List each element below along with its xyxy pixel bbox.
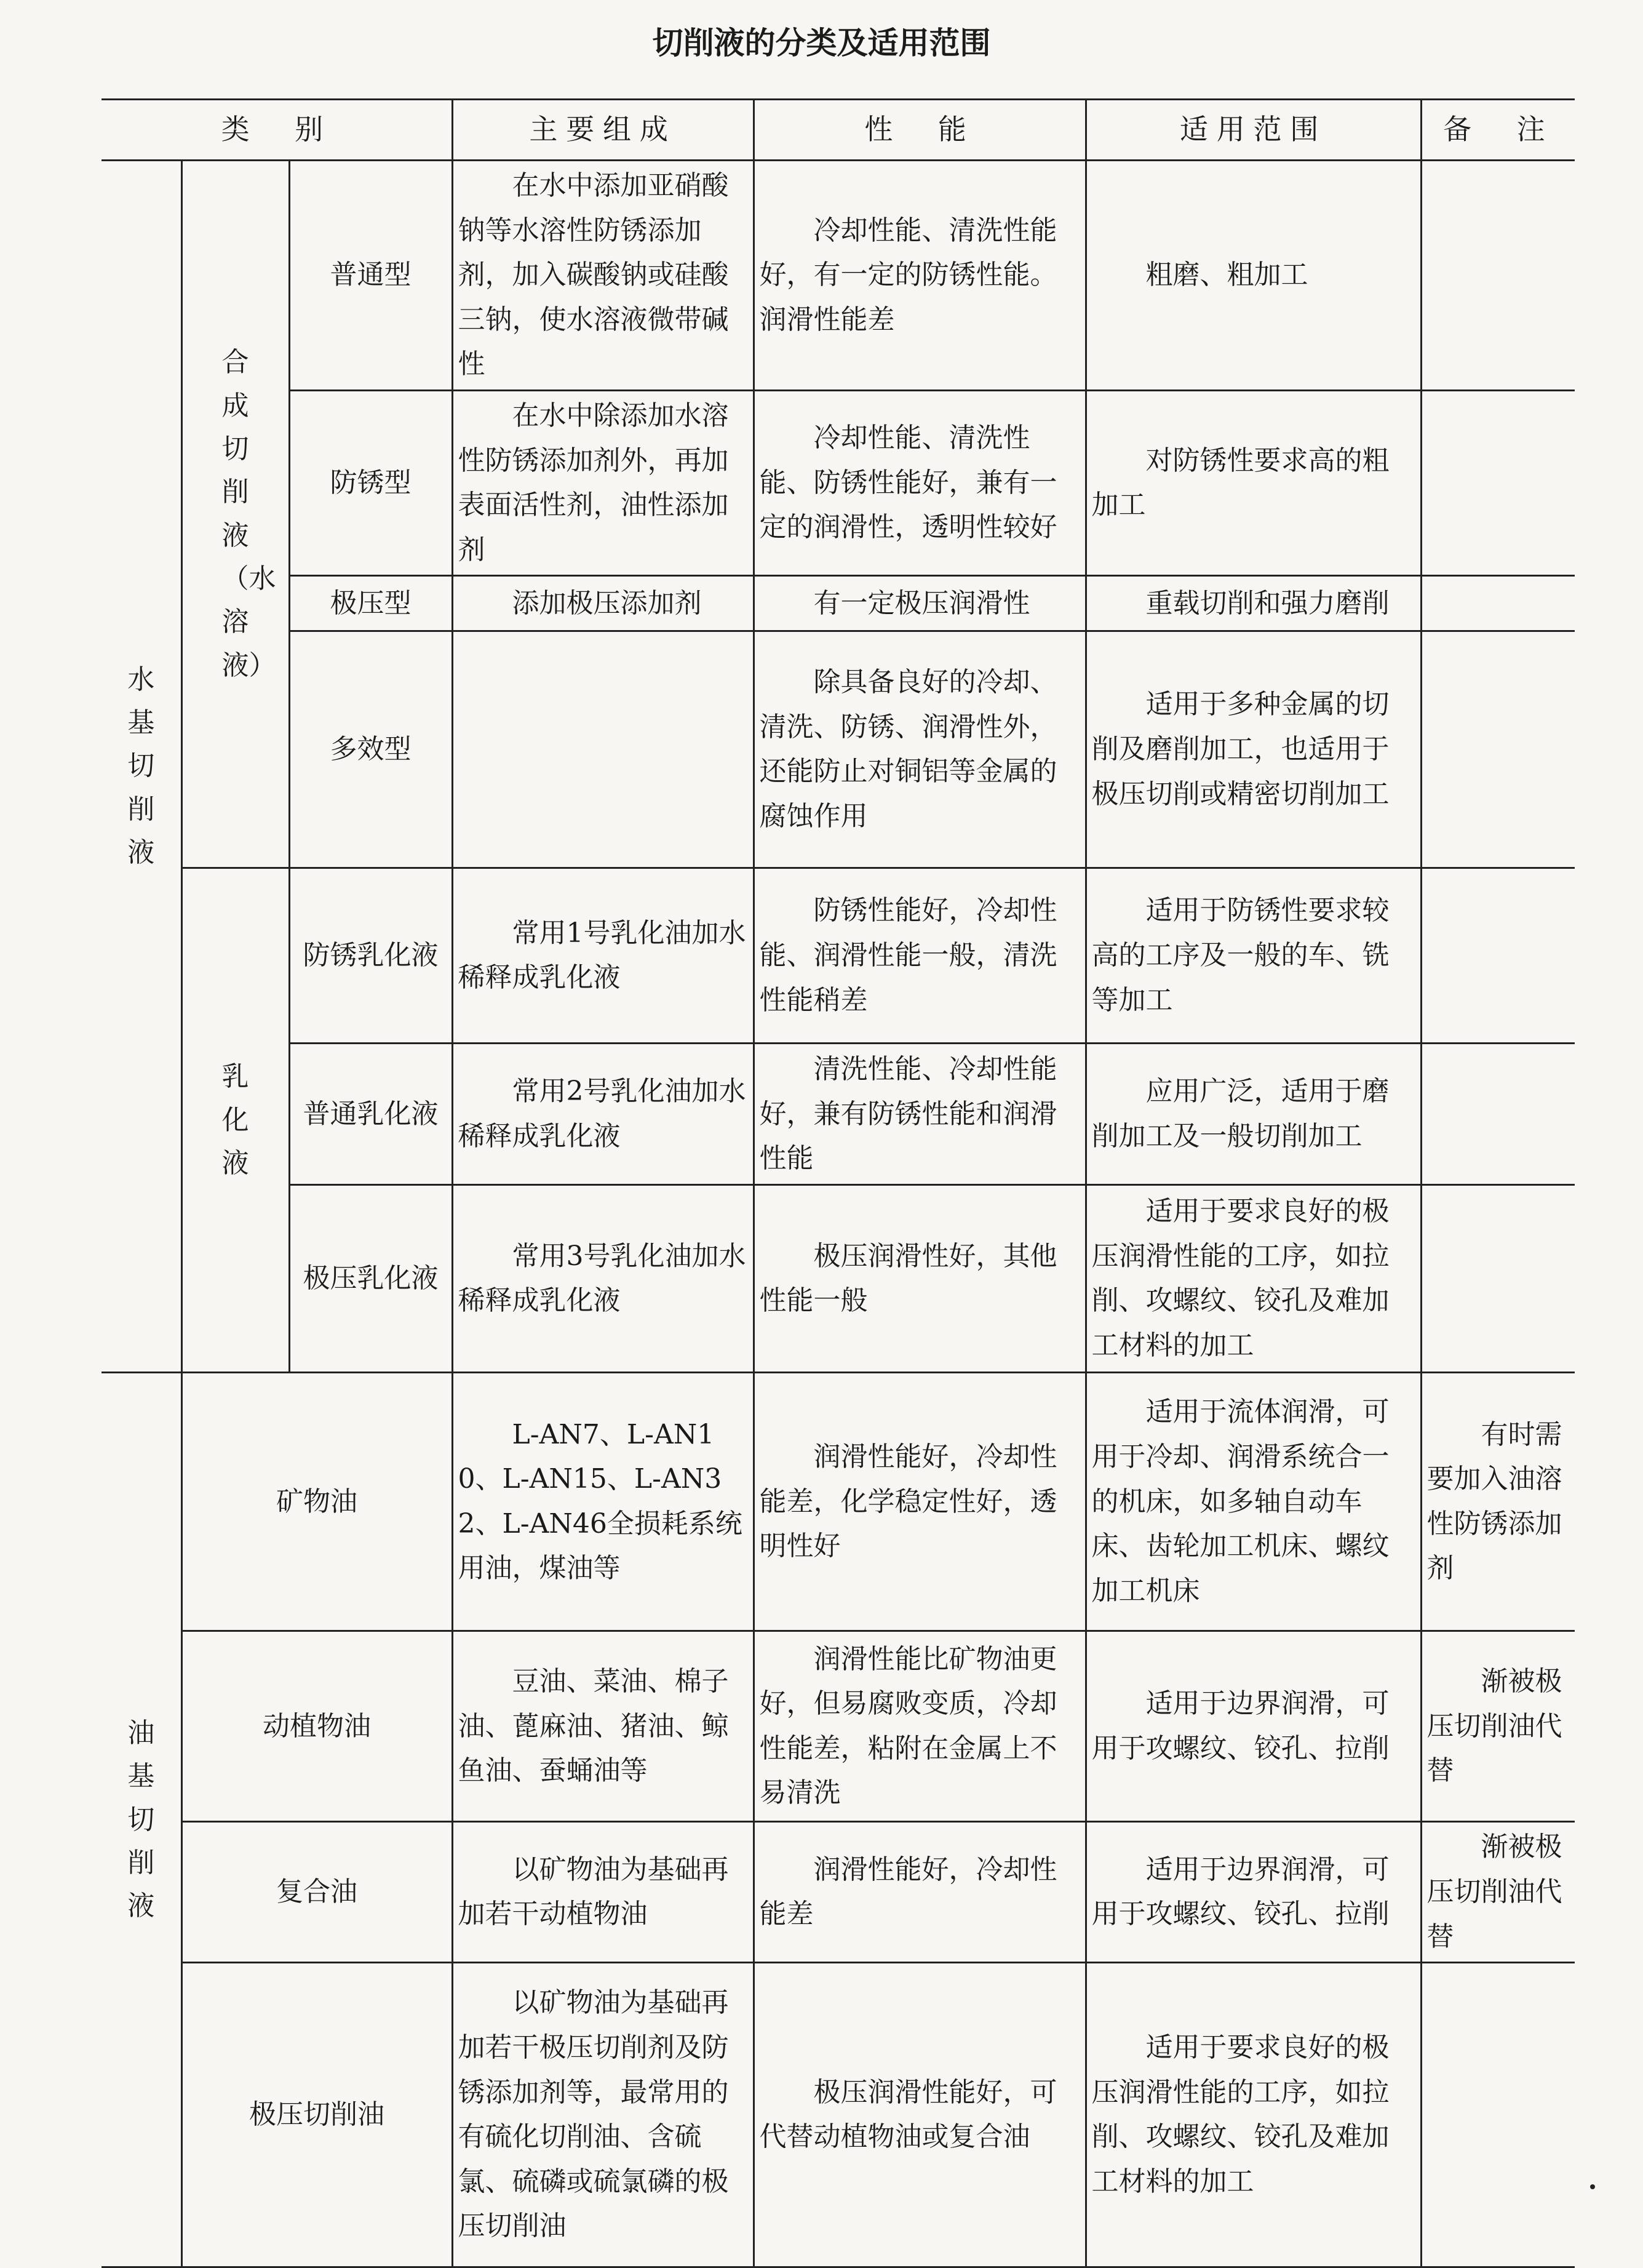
performance-cell: 极压润滑性好，其他性能一般 — [754, 1185, 1086, 1373]
remarks-cell: 有时需要加入油溶性防锈添加剂 — [1421, 1373, 1575, 1631]
remarks-cell — [1421, 868, 1575, 1044]
performance-cell: 冷却性能、清洗性能、防锈性能好，兼有一定的润滑性，透明性较好 — [754, 390, 1086, 575]
type-cell: 动植物油 — [181, 1631, 452, 1822]
table-row — [101, 1822, 1575, 1963]
remarks-cell — [1421, 1185, 1575, 1373]
type-cell: 防锈型 — [289, 390, 452, 575]
composition-cell: 常用3号乳化油加水稀释成乳化液 — [452, 1185, 754, 1373]
type-cell: 极压型 — [289, 576, 452, 631]
table-row — [101, 1373, 1575, 1631]
table-row — [101, 161, 1575, 391]
performance-cell: 冷却性能、清洗性能好，有一定的防锈性能。润滑性能差 — [754, 161, 1086, 391]
remarks-cell — [1421, 161, 1575, 391]
application-cell: 重载切削和强力磨削 — [1086, 576, 1421, 631]
remarks-cell — [1421, 631, 1575, 868]
header-application: 适用范围 — [1086, 100, 1421, 161]
application-cell: 适用于边界润滑，可用于攻螺纹、铰孔、拉削 — [1086, 1822, 1421, 1963]
table-row — [101, 576, 1575, 631]
performance-cell: 润滑性能比矿物油更好，但易腐败变质，冷却性能差，粘附在金属上不易清洗 — [754, 1631, 1086, 1822]
synthetic-label: 合成切削液（水溶液） — [181, 161, 289, 868]
table-row — [101, 1963, 1575, 2267]
application-cell: 对防锈性要求高的粗加工 — [1086, 390, 1421, 575]
type-cell: 矿物油 — [181, 1373, 452, 1631]
performance-cell: 有一定极压润滑性 — [754, 576, 1086, 631]
composition-cell: 以矿物油为基础再加若干极压切削剂及防锈添加剂等，最常用的有硫化切削油、含硫氯、硫磷或硫氯磷的极压切削油 — [452, 1963, 754, 2267]
performance-cell: 除具备良好的冷却、清洗、防锈、润滑性外，还能防止对铜铝等金属的腐蚀作用 — [754, 631, 1086, 868]
header-category: 类 别 — [101, 100, 452, 161]
type-cell: 防锈乳化液 — [289, 868, 452, 1044]
cutting-fluid-table — [101, 98, 1575, 2268]
application-cell: 适用于防锈性要求较高的工序及一般的车、铣等加工 — [1086, 868, 1421, 1044]
composition-cell: 以矿物油为基础再加若干动植物油 — [452, 1822, 754, 1963]
composition-cell: L-AN7、L-AN10、L-AN15、L-AN32、L-AN46全损耗系统用油，煤油等 — [452, 1373, 754, 1631]
header-remarks: 备 注 — [1421, 100, 1575, 161]
page-title: 切削液的分类及适用范围 — [652, 25, 991, 61]
application-cell: 适用于多种金属的切削及磨削加工，也适用于极压切削或精密切削加工 — [1086, 631, 1421, 868]
remarks-cell: 渐被极压切削油代替 — [1421, 1631, 1575, 1822]
application-cell: 粗磨、粗加工 — [1086, 161, 1421, 391]
composition-cell: 在水中除添加水溶性防锈添加剂外，再加表面活性剂，油性添加剂 — [452, 390, 754, 575]
remarks-cell — [1421, 1963, 1575, 2267]
emulsion-label: 乳化液 — [181, 868, 289, 1373]
remarks-cell — [1421, 1044, 1575, 1185]
scan-speck — [1590, 2184, 1595, 2189]
type-cell: 极压切削油 — [181, 1963, 452, 2267]
composition-cell: 豆油、菜油、棉子油、蓖麻油、猪油、鲸鱼油、蚕蛹油等 — [452, 1631, 754, 1822]
application-cell: 应用广泛，适用于磨削加工及一般切削加工 — [1086, 1044, 1421, 1185]
remarks-cell — [1421, 576, 1575, 631]
composition-cell: 常用1号乳化油加水稀释成乳化液 — [452, 868, 754, 1044]
composition-cell — [452, 631, 754, 868]
table-row — [101, 631, 1575, 868]
application-cell: 适用于要求良好的极压润滑性能的工序，如拉削、攻螺纹、铰孔及难加工材料的加工 — [1086, 1185, 1421, 1373]
table-row — [101, 1185, 1575, 1373]
performance-cell: 极压润滑性能好，可代替动植物油或复合油 — [754, 1963, 1086, 2267]
header-row — [101, 100, 1575, 161]
water-based-label: 水基切削液 — [101, 161, 181, 1373]
table-row — [101, 868, 1575, 1044]
type-cell: 多效型 — [289, 631, 452, 868]
type-cell: 复合油 — [181, 1822, 452, 1963]
application-cell: 适用于要求良好的极压润滑性能的工序，如拉削、攻螺纹、铰孔及难加工材料的加工 — [1086, 1963, 1421, 2267]
application-cell: 适用于边界润滑，可用于攻螺纹、铰孔、拉削 — [1086, 1631, 1421, 1822]
application-cell: 适用于流体润滑，可用于冷却、润滑系统合一的机床，如多轴自动车床、齿轮加工机床、螺纹加工机床 — [1086, 1373, 1421, 1631]
remarks-cell: 渐被极压切削油代替 — [1421, 1822, 1575, 1963]
header-performance: 性 能 — [754, 100, 1086, 161]
table-row — [101, 1044, 1575, 1185]
performance-cell: 润滑性能好，冷却性能差，化学稳定性好，透明性好 — [754, 1373, 1086, 1631]
remarks-cell — [1421, 390, 1575, 575]
header-composition: 主要组成 — [452, 100, 754, 161]
type-cell: 普通型 — [289, 161, 452, 391]
performance-cell: 防锈性能好，冷却性能、润滑性能一般，清洗性能稍差 — [754, 868, 1086, 1044]
oil-based-label: 油基切削液 — [101, 1373, 181, 2267]
performance-cell: 润滑性能好，冷却性能差 — [754, 1822, 1086, 1963]
composition-cell: 添加极压添加剂 — [452, 576, 754, 631]
type-cell: 极压乳化液 — [289, 1185, 452, 1373]
performance-cell: 清洗性能、冷却性能好，兼有防锈性能和润滑性能 — [754, 1044, 1086, 1185]
table-row — [101, 1631, 1575, 1822]
composition-cell: 在水中添加亚硝酸钠等水溶性防锈添加剂，加入碳酸钠或硅酸三钠，使水溶液微带碱性 — [452, 161, 754, 391]
type-cell: 普通乳化液 — [289, 1044, 452, 1185]
table-row — [101, 390, 1575, 575]
composition-cell: 常用2号乳化油加水稀释成乳化液 — [452, 1044, 754, 1185]
